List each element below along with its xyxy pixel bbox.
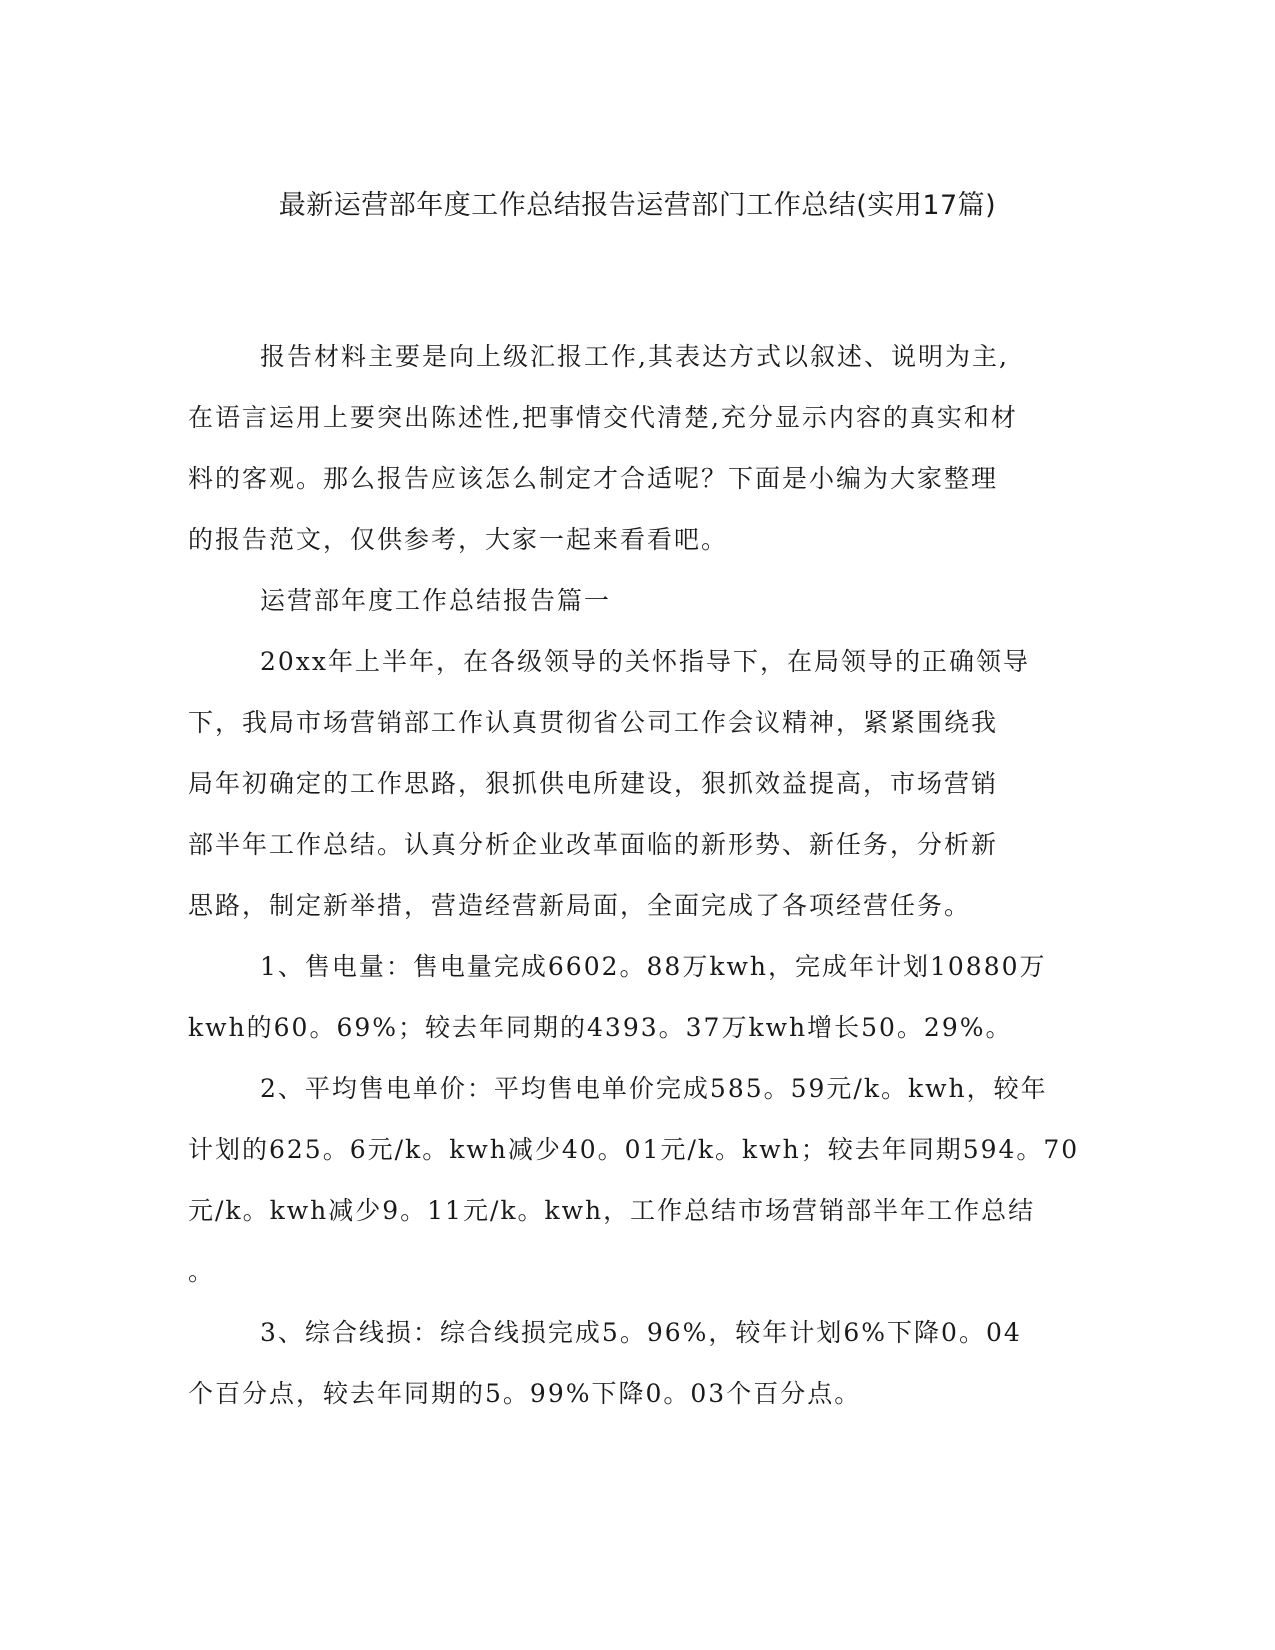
section-heading-text: 运营部年度工作总结报告篇一	[260, 586, 612, 615]
intro-line: 在语言运用上要突出陈述性,把事情交代清楚,充分显示内容的真实和材	[188, 403, 1018, 432]
document-title: 最新运营部年度工作总结报告运营部门工作总结(实用17篇)	[278, 190, 997, 221]
paragraph-line: 下，我局市场营销部工作认真贯彻省公司工作会议精神，紧紧围绕我	[188, 708, 999, 737]
item-line: 计划的625。6元/k。kwh减少40。01元/k。kwh；较去年同期594。70	[188, 1135, 1080, 1164]
intro-line: 报告材料主要是向上级汇报工作,其表达方式以叙述、说明为主,	[260, 342, 1009, 371]
paragraph-1	[188, 631, 1088, 936]
item-line: 。	[188, 1257, 216, 1286]
section-heading	[188, 570, 1088, 631]
document-body	[188, 326, 1088, 1424]
item-line: 2、平均售电单价：平均售电单价完成585。59元/k。kwh，较年	[260, 1074, 1048, 1103]
paragraph-line: 思路，制定新举措，营造经营新局面，全面完成了各项经营任务。	[188, 891, 972, 920]
item-line: kwh的60。69%；较去年同期的4393。37万kwh增长50。29%。	[188, 1013, 1013, 1042]
item-line: 1、售电量：售电量完成6602。88万kwh，完成年计划10880万	[260, 952, 1047, 981]
item-line: 3、综合线损：综合线损完成5。96%，较年计划6%下降0。04	[260, 1318, 1022, 1347]
intro-paragraph	[188, 326, 1088, 570]
item-line: 元/k。kwh减少9。11元/k。kwh，工作总结市场营销部半年工作总结	[188, 1196, 1036, 1225]
item-3-line-loss	[188, 1302, 1088, 1424]
intro-line: 料的客观。那么报告应该怎么制定才合适呢？下面是小编为大家整理	[188, 464, 999, 493]
item-1-sales-volume	[188, 936, 1088, 1058]
paragraph-line: 局年初确定的工作思路，狠抓供电所建设，狠抓效益提高，市场营销	[188, 769, 999, 798]
paragraph-line: 20xx年上半年，在各级领导的关怀指导下，在局领导的正确领导	[260, 647, 1031, 676]
item-2-average-price	[188, 1058, 1088, 1302]
paragraph-line: 部半年工作总结。认真分析企业改革面临的新形势、新任务，分析新	[188, 830, 999, 859]
intro-line: 的报告范文，仅供参考，大家一起来看看吧。	[188, 525, 729, 554]
item-line: 个百分点，较去年同期的5。99%下降0。03个百分点。	[188, 1379, 862, 1408]
